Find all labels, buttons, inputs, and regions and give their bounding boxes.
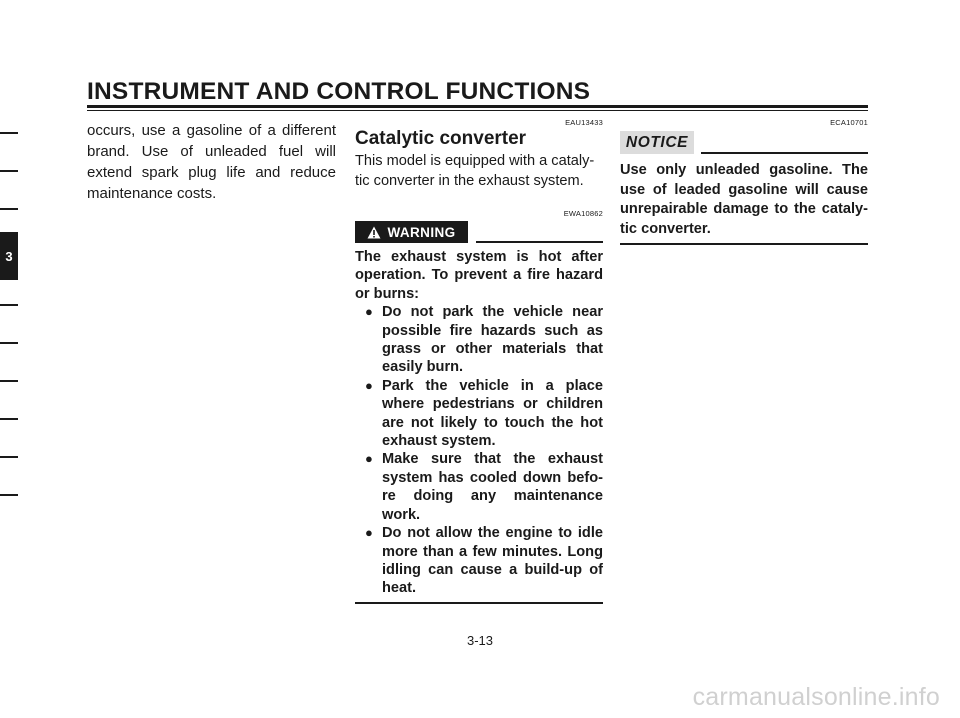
section-title: Catalytic converter [355,128,527,149]
notice-body: Use only unleaded gasoline. The use of leaded gasoline will cause unrepairable damage to the cataly-tic converter. [620,162,868,237]
notice-badge [620,131,694,154]
chapter-index-rule [0,494,18,496]
warning-code: EWA10862 [563,209,603,218]
chapter-tab-label: 3 [5,248,13,264]
column-continued-text [87,120,336,204]
header-rule-thin [87,110,868,111]
warning-list-item [355,377,603,451]
warning-lead: The exhaust system is hot after operation. To prevent a fire hazard or burns: [355,249,603,302]
bullet-icon: ● [365,304,373,320]
warning-list-item [355,450,603,524]
section-code: EAU13433 [565,118,603,127]
warning-list [355,303,603,598]
chapter-index-rule [0,418,18,420]
chapter-index-rule [0,132,18,134]
warning-item-text: Do not park the vehicle near possible fire hazards such as grass or other materials that easily burn. [382,304,603,376]
notice-header [620,131,868,154]
chapter-index-rule [0,456,18,458]
notice-rule [701,152,868,154]
notice-end-rule [620,243,868,245]
warning-item-text: Park the vehicle in a place where pedestrians or children are not likely to touch the hot exhaust system. [382,377,603,450]
warning-end-rule [355,602,603,604]
section-intro: This model is equipped with a cataly-tic converter in the exhaust system. [355,153,595,189]
page-header-title: INSTRUMENT AND CONTROL FUNCTIONS [87,78,591,105]
warning-list-item [355,524,603,598]
notice-section [620,118,868,245]
chapter-index-rule [0,208,18,210]
chapter-index-rule [0,304,18,306]
notice-code: ECA10701 [830,118,868,127]
warning-badge [355,221,468,243]
bullet-icon: ● [365,525,373,541]
chapter-index-rule [0,342,18,344]
watermark: carmanualsonline.info [692,683,940,711]
warning-item-text: Do not allow the engine to idle more than a few minutes. Long idling can cause a build-up of heat. [382,525,603,597]
catalytic-converter-section [355,118,603,604]
warning-header [355,221,603,243]
notice-label: NOTICE [625,133,689,151]
chapter-index-rule [0,170,18,172]
warning-rule [476,241,603,243]
chapter-index-rule [0,380,18,382]
warning-list-item [355,303,603,377]
continued-paragraph: occurs, use a gasoline of a different brand. Use of unleaded fuel will extend spark plug life and reduce maintenance costs. [87,122,336,202]
warning-body [355,248,603,598]
bullet-icon: ● [365,377,373,393]
header-rule [87,105,868,108]
bullet-icon: ● [365,451,373,467]
warning-label: WARNING [387,224,456,240]
page-number: 3-13 [466,633,494,648]
warning-item-text: Make sure that the exhaust system has cooled down befo-re doing any maintenance work. [382,451,603,523]
chapter-tab [0,232,18,280]
warning-triangle-icon [367,226,381,239]
